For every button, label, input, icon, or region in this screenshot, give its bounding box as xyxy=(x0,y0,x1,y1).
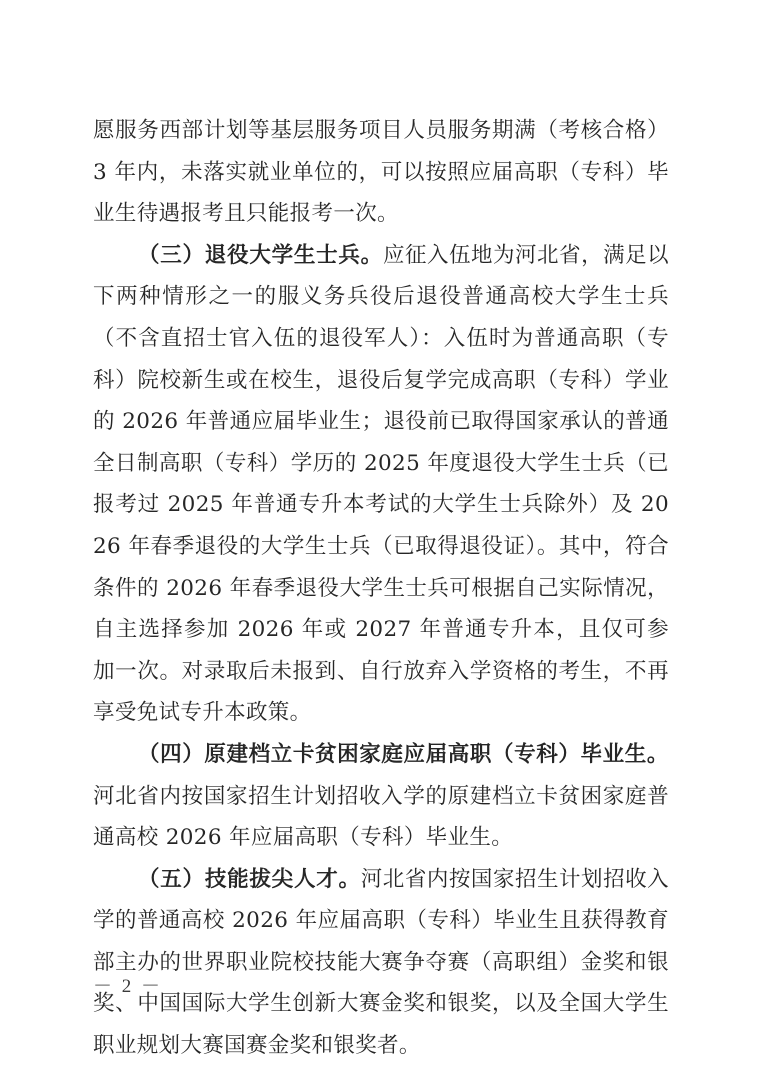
paragraph-item-4-heading: （四）原建档立卡贫困家庭应届高职（专科）毕业生。 xyxy=(138,741,669,767)
paragraph-item-5-heading: （五）技能拔尖人才。 xyxy=(138,866,361,892)
paragraph-continuation: 愿服务西部计划等基层服务项目人员服务期满（考核合格）3 年内，未落实就业单位的，可以按照应届高职（专科）毕业生待遇报考且只能报考一次。 xyxy=(93,118,669,227)
paragraph-item-4 xyxy=(93,734,669,859)
paragraph-item-5 xyxy=(93,859,669,1067)
paragraph-item-3 xyxy=(93,235,669,734)
paragraph-item-3-heading: （三）退役大学生士兵。 xyxy=(138,242,383,268)
page-number-footer: － 2 － xyxy=(93,976,163,997)
paragraph-item-3-body: 应征入伍地为河北省，满足以下两种情形之一的服义务兵役后退役普通高校大学生士兵（不含直招士官入伍的退役军人）：入伍时为普通高职（专科）院校新生或在校生，退役后复学完成高职（专科）学业的 2026 年普通应届毕业生；退役前已取得国家承认的普通全日制高职（专科）学历的 2025 年度退役大学生士兵（已报考过 2025 年普通专升本考试的大学生士兵除外）及 2026 年春季退役的大学生士兵（已取得退役证）。其中，符合条件的 2026 年春季退役大学生士兵可根据自己实际情况，自主选择参加 2026 年或 2027 年普通专升本，且仅可参加一次。对录取后未报到、自行放弃入学资格的考生，不再享受免试专升本政策。 xyxy=(93,242,669,726)
paragraph-item-5-body: 河北省内按国家招生计划招收入学的普通高校 2026 年应届高职（专科）毕业生且获得教育部主办的世界职业院校技能大赛争夺赛（高职组）金奖和银奖、中国国际大学生创新大赛金奖和银奖，以及全国大学生职业规划大赛国赛金奖和银奖者。 xyxy=(93,866,669,1059)
paragraph-item-4-body: 河北省内按国家招生计划招收入学的原建档立卡贫困家庭普通高校 2026 年应届高职（专科）毕业生。 xyxy=(93,783,669,851)
document-text-body xyxy=(93,110,669,1067)
